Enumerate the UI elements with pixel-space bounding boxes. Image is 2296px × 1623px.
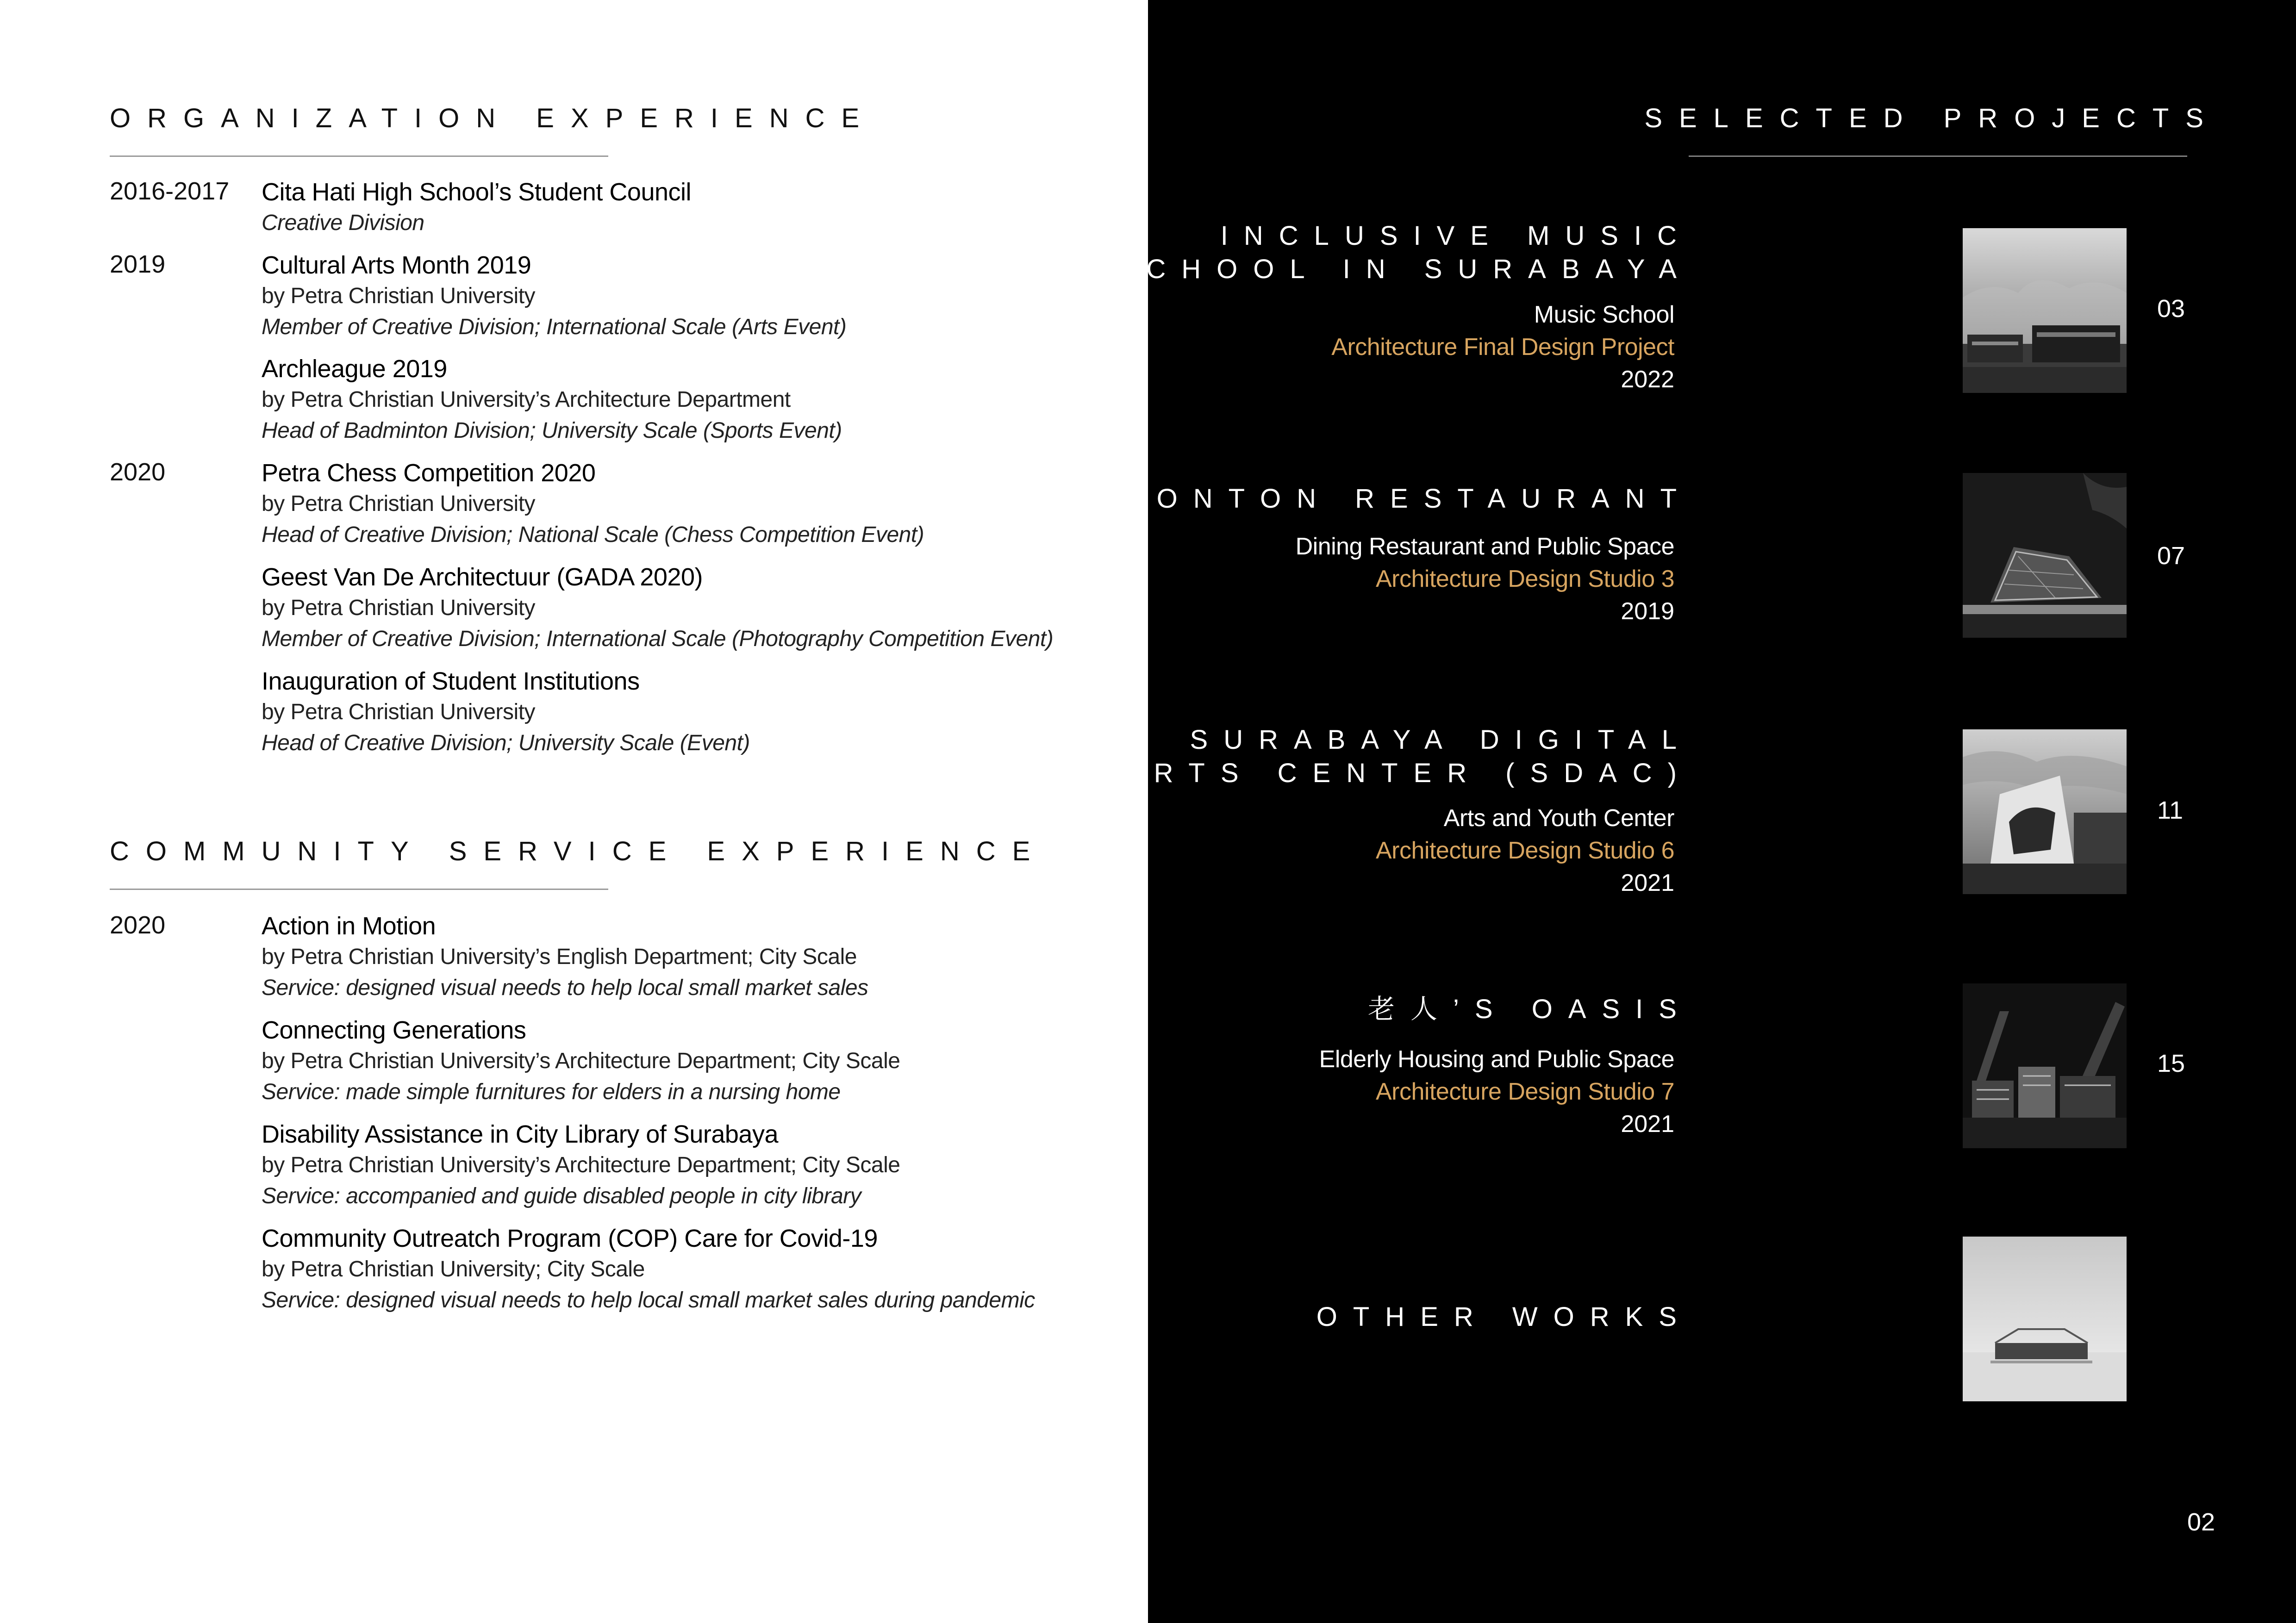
entry-role: Member of Creative Division; International Scale (Photography Competition Event)	[262, 627, 1054, 651]
elderly-oasis-photo	[1963, 983, 2127, 1148]
project-page-number: 03	[2157, 295, 2185, 323]
project-year: 2021	[1621, 1111, 1674, 1138]
entry-organizer: by Petra Christian University’s Architecture Department; City Scale	[262, 1049, 900, 1073]
community-service-heading: COMMUNITY SERVICE EXPERIENCE	[110, 836, 1047, 866]
project-year: 2022	[1621, 366, 1674, 393]
project-title-line: 老人’S OASIS	[1368, 994, 1692, 1024]
entry-service: Service: made simple furnitures for elders in a nursing home	[262, 1080, 841, 1104]
project-details	[1296, 530, 1674, 628]
project-year: 2019	[1621, 598, 1674, 625]
entry-year: 2020	[110, 911, 166, 939]
entry-year: 2016-2017	[110, 177, 230, 205]
entry-title: Connecting Generations	[262, 1016, 526, 1044]
entry-role: Head of Creative Division; University Scale (Event)	[262, 731, 750, 755]
project-title	[998, 482, 1692, 516]
entry-organizer: by Petra Christian University’s Architecture Department	[262, 387, 791, 412]
project-page-number: 07	[2157, 542, 2185, 570]
entry-role: Head of Badminton Division; University Scale (Sports Event)	[262, 418, 842, 443]
entry-year: 2019	[110, 250, 166, 278]
entry-title: Disability Assistance in City Library of Surabaya	[262, 1120, 778, 1148]
project-title	[998, 723, 1692, 790]
entry-title: Cultural Arts Month 2019	[262, 251, 531, 279]
org-entry	[262, 354, 1132, 446]
entry-year: 2020	[110, 458, 166, 486]
project-details	[1331, 298, 1674, 396]
entry-organizer: by Petra Christian University’s English Department; City Scale	[262, 945, 857, 969]
project-thumbnail-sdac[interactable]	[1963, 729, 2127, 894]
entry-role: Creative Division	[262, 211, 424, 235]
entry-organizer: by Petra Christian University	[262, 596, 536, 620]
project-thumbnail-elderly-oasis[interactable]	[1963, 983, 2127, 1148]
community-entry	[262, 911, 1132, 1003]
project-type: Arts and Youth Center	[1443, 805, 1674, 832]
project-course: Architecture Final Design Project	[1331, 334, 1674, 361]
entry-title: Petra Chess Competition 2020	[262, 459, 596, 487]
entry-organizer: by Petra Christian University	[262, 700, 536, 724]
entry-organizer: by Petra Christian University’s Architecture Department; City Scale	[262, 1153, 900, 1177]
org-entry	[262, 562, 1132, 654]
project-title	[998, 1300, 1692, 1334]
entry-service: Service: designed visual needs to help local small market sales	[262, 976, 868, 1000]
project-details	[1319, 1043, 1674, 1140]
project-course: Architecture Design Studio 6	[1375, 837, 1674, 864]
sdac-photo	[1963, 729, 2127, 894]
projects-heading-rule	[1689, 155, 2187, 157]
community-heading-rule	[110, 889, 608, 890]
project-title-line: SCHOOL IN SURABAYA	[1112, 254, 1692, 284]
organization-experience-heading: ORGANIZATION EXPERIENCE	[110, 103, 876, 133]
entry-role: Member of Creative Division; International Scale (Arts Event)	[262, 315, 847, 339]
project-year: 2021	[1621, 870, 1674, 896]
entry-service: Service: accompanied and guide disabled people in city library	[262, 1184, 861, 1208]
project-thumbnail-music-school[interactable]	[1963, 228, 2127, 393]
project-course: Architecture Design Studio 7	[1375, 1078, 1674, 1105]
project-page-number: 11	[2157, 796, 2184, 824]
project-title-line: SURABAYA DIGITAL	[1190, 725, 1692, 755]
entry-title: Geest Van De Architectuur (GADA 2020)	[262, 563, 703, 591]
waonton-restaurant-photo	[1963, 473, 2127, 638]
project-course: Architecture Design Studio 3	[1375, 566, 1674, 592]
music-school-photo	[1963, 228, 2127, 393]
project-title	[998, 219, 1692, 286]
project-details	[1376, 802, 1674, 899]
selected-projects-heading: SELECTED PROJECTS	[1644, 103, 2220, 133]
entry-organizer: by Petra Christian University; City Scale	[262, 1257, 645, 1281]
project-title-line: OTHER WORKS	[1316, 1302, 1692, 1332]
project-type: Elderly Housing and Public Space	[1319, 1046, 1674, 1073]
organization-heading-rule	[110, 155, 608, 157]
entry-title: Archleague 2019	[262, 355, 447, 383]
project-type: Dining Restaurant and Public Space	[1295, 533, 1674, 560]
project-thumbnail-other-works[interactable]	[1963, 1237, 2127, 1401]
project-title-line: WAONTON RESTAURANT	[1083, 484, 1692, 514]
project-page-number: 15	[2157, 1050, 2185, 1077]
entry-service: Service: designed visual needs to help local small market sales during pandemic	[262, 1288, 1035, 1312]
community-entry	[262, 1119, 1132, 1212]
entry-title: Community Outreatch Program (COP) Care for Covid-19	[262, 1225, 878, 1252]
project-title-line: INCLUSIVE MUSIC	[1220, 221, 1692, 251]
entry-title: Action in Motion	[262, 912, 436, 940]
entry-title: Inauguration of Student Institutions	[262, 667, 640, 695]
project-type: Music School	[1534, 301, 1674, 328]
page-number: 02	[2187, 1508, 2215, 1536]
entry-role: Head of Creative Division; National Scale (Chess Competition Event)	[262, 522, 924, 547]
project-title-line: ARTS CENTER (SDAC)	[1120, 758, 1692, 788]
entry-organizer: by Petra Christian University	[262, 491, 536, 516]
project-title	[998, 993, 1692, 1026]
entry-title: Cita Hati High School’s Student Council	[262, 178, 692, 206]
community-entry	[262, 1015, 1132, 1107]
right-page	[1083, 0, 2296, 1623]
entry-organizer: by Petra Christian University	[262, 284, 536, 308]
project-thumbnail-waonton[interactable]	[1963, 473, 2127, 638]
other-works-photo	[1963, 1237, 2127, 1401]
